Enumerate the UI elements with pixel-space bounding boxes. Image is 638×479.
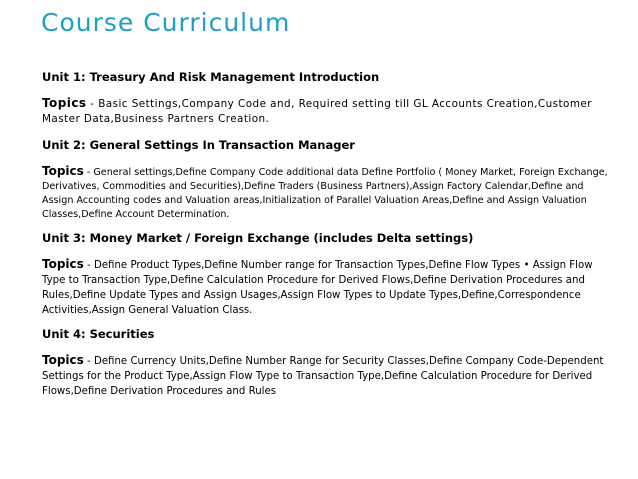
topics-text: - General settings,Define Company Code additional data Define Portfolio ( Money Market, Foreign Exchange, Derivatives, Commodities and Securities),Define Traders (Business Partners),Assign Factory Calendar,Define and Assign Accounting codes and Valuation areas,Initialization of Parallel Valuation Areas,Define and Assign Valuation Classes,Define Account Determination.	[42, 167, 608, 220]
topics-label: Topics	[42, 96, 87, 110]
unit-topics	[42, 257, 617, 318]
unit-heading: Unit 1: Treasury And Risk Management Introduction	[42, 70, 380, 84]
topics-label: Topics	[42, 257, 84, 271]
unit-topics	[42, 164, 617, 222]
unit-heading: Unit 2: General Settings In Transaction Manager	[42, 138, 355, 152]
unit-topics	[42, 96, 617, 127]
page-title: Course Curriculum	[41, 8, 291, 37]
unit-topics	[42, 353, 617, 399]
topics-text: - Define Currency Units,Define Number Range for Security Classes,Define Company Code-Dependent Settings for the Product Type,Assign Flow Type to Transaction Type,Define Calculation Procedure for Derived Flows,Define Derivation Procedures and Rules	[42, 356, 604, 397]
topics-label: Topics	[42, 353, 84, 367]
topics-label: Topics	[42, 164, 84, 178]
unit-heading: Unit 4: Securities	[42, 327, 155, 341]
curriculum-body	[42, 70, 617, 399]
unit-heading: Unit 3: Money Market / Foreign Exchange (includes Delta settings)	[42, 231, 474, 245]
topics-text: - Define Product Types,Define Number range for Transaction Types,Define Flow Types • Assign Flow Type to Transaction Type,Define Calculation Procedure for Derived Flows,Define Derivation Procedures and Rules,Define Update Types and Assign Usages,Assign Flow Types to Update Types,Define,Correspondence Activities,Assign General Valuation Class.	[42, 260, 593, 316]
topics-text: - Basic Settings,Company Code and, Required setting till GL Accounts Creation,Customer Master Data,Business Partners Creation.	[42, 98, 592, 125]
